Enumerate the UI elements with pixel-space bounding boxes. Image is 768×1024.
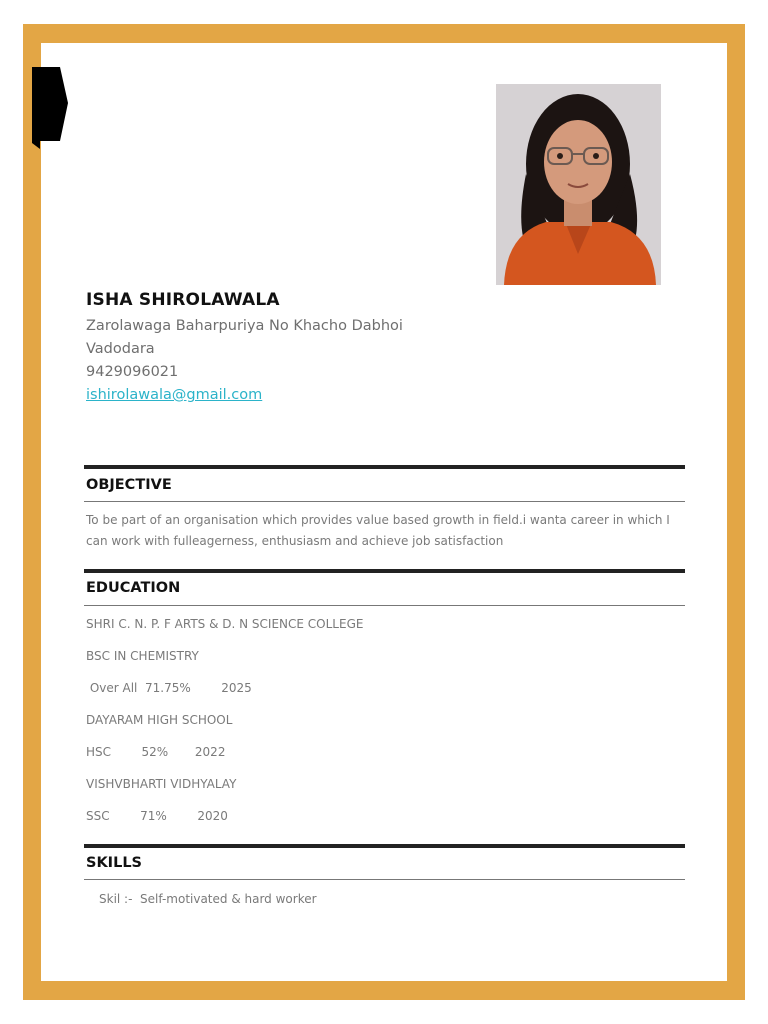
education-line: HSC 52% 2022 — [86, 745, 226, 759]
candidate-name: ISHA SHIROLAWALA — [86, 290, 280, 310]
section-divider-thick — [84, 844, 685, 848]
address-line-2: Vadodara — [86, 341, 155, 357]
section-divider-thin — [84, 605, 685, 606]
section-divider-thin — [84, 879, 685, 880]
objective-heading: OBJECTIVE — [86, 477, 172, 493]
phone-number: 9429096021 — [86, 364, 179, 380]
education-line: VISHVBHARTI VIDHYALAY — [86, 777, 237, 791]
objective-text: To be part of an organisation which provides value based growth in field.i wanta career in which I can work with fulleagerness, enthusiasm and achieve job satisfaction — [86, 513, 670, 548]
education-line: SHRI C. N. P. F ARTS & D. N SCIENCE COLLEGE — [86, 617, 364, 631]
education-line: Over All 71.75% 2025 — [86, 681, 252, 695]
email-link[interactable]: ishirolawala@gmail.com — [86, 387, 263, 403]
section-divider-thick — [84, 569, 685, 573]
skills-heading: SKILLS — [86, 855, 142, 871]
section-divider-thin — [84, 501, 685, 502]
skills-text: Skil :- Self-motivated & hard worker — [99, 892, 317, 906]
bookmark-tab-icon — [32, 67, 68, 149]
education-heading: EDUCATION — [86, 580, 181, 596]
profile-photo — [496, 84, 661, 285]
address-line-1: Zarolawaga Baharpuriya No Khacho Dabhoi — [86, 318, 403, 334]
education-line: BSC IN CHEMISTRY — [86, 649, 199, 663]
education-line: SSC 71% 2020 — [86, 809, 228, 823]
section-divider-thick — [84, 465, 685, 469]
education-line: DAYARAM HIGH SCHOOL — [86, 713, 233, 727]
